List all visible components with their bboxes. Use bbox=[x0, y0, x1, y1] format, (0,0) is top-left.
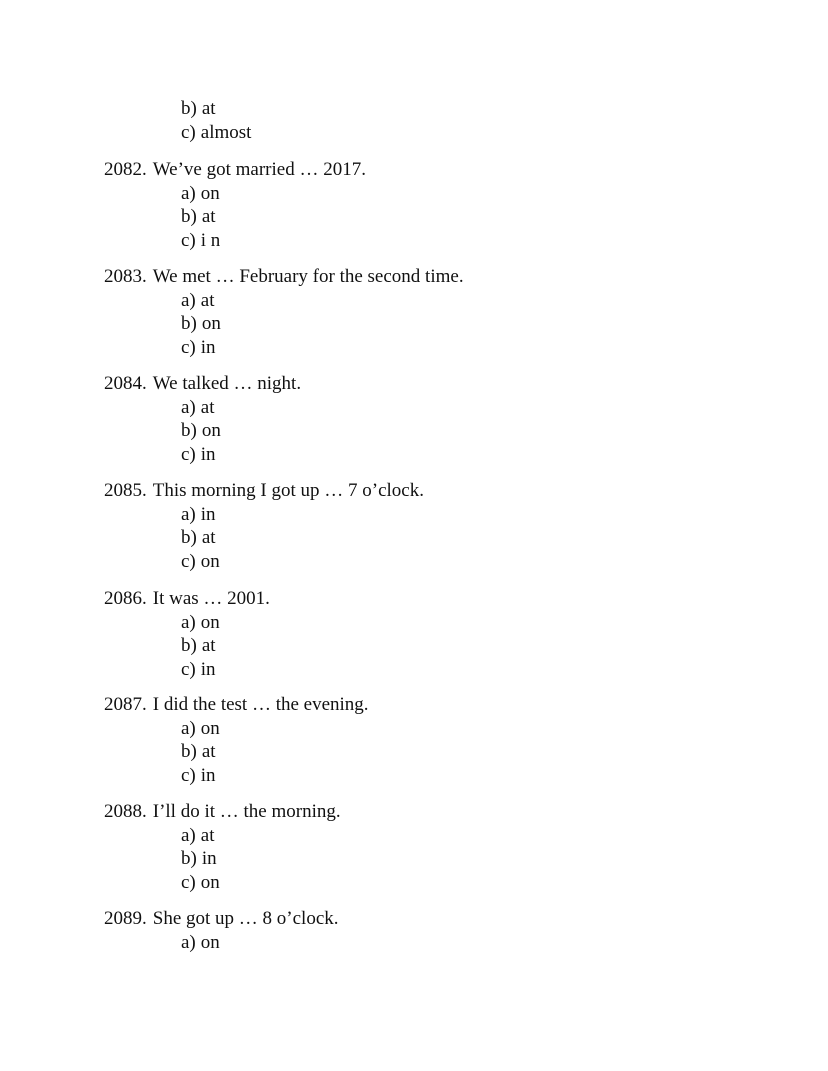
question-number: 2082. bbox=[104, 159, 147, 180]
option-letter: b) bbox=[181, 98, 197, 119]
option bbox=[181, 847, 341, 871]
question-text: I did the test … the evening. bbox=[152, 694, 369, 715]
question-stem bbox=[104, 265, 464, 289]
option-letter: a) bbox=[181, 824, 196, 846]
option-letter: c) bbox=[181, 121, 196, 143]
option bbox=[181, 205, 366, 229]
option-text: on bbox=[200, 182, 220, 204]
option-text: at bbox=[200, 396, 215, 418]
option bbox=[181, 824, 341, 848]
option bbox=[181, 229, 366, 253]
question-number: 2089. bbox=[104, 908, 147, 929]
option-text: at bbox=[201, 98, 216, 119]
option bbox=[181, 740, 369, 764]
question-text: This morning I got up … 7 o’clock. bbox=[152, 480, 424, 501]
option-text: at bbox=[201, 635, 216, 656]
option-text: i n bbox=[200, 229, 221, 251]
option bbox=[181, 871, 341, 895]
option bbox=[181, 289, 464, 313]
option-letter: c) bbox=[181, 764, 196, 786]
option bbox=[181, 658, 270, 682]
continued-options bbox=[181, 97, 251, 144]
option bbox=[181, 396, 301, 420]
question-stem bbox=[104, 907, 339, 931]
options-list bbox=[181, 503, 424, 574]
option bbox=[181, 611, 270, 635]
option bbox=[181, 503, 424, 527]
option-letter: a) bbox=[181, 503, 196, 525]
option-text: at bbox=[201, 741, 216, 762]
option-letter: a) bbox=[181, 611, 196, 633]
question-number: 2088. bbox=[104, 801, 147, 822]
option-letter: c) bbox=[181, 336, 196, 358]
option-letter: b) bbox=[181, 741, 197, 762]
option-text: at bbox=[201, 527, 216, 548]
question-text: We talked … night. bbox=[152, 373, 302, 394]
option-text: on bbox=[201, 420, 221, 441]
option bbox=[181, 764, 369, 788]
option-letter: b) bbox=[181, 635, 197, 656]
option bbox=[181, 419, 301, 443]
question-2084 bbox=[104, 372, 301, 466]
question-stem bbox=[104, 158, 366, 182]
option-letter: c) bbox=[181, 550, 196, 572]
question-stem bbox=[104, 693, 369, 717]
option-letter: a) bbox=[181, 182, 196, 204]
option bbox=[181, 182, 366, 206]
question-text: I’ll do it … the morning. bbox=[152, 801, 341, 822]
option bbox=[181, 550, 424, 574]
option-letter: b) bbox=[181, 527, 197, 548]
option-text: on bbox=[200, 717, 220, 739]
question-text: It was … 2001. bbox=[152, 588, 270, 609]
option-text: in bbox=[200, 764, 216, 786]
option-letter: b) bbox=[181, 206, 197, 227]
question-number: 2083. bbox=[104, 266, 147, 287]
option-letter: c) bbox=[181, 658, 196, 680]
option-text: in bbox=[200, 336, 216, 358]
question-text: She got up … 8 o’clock. bbox=[152, 908, 339, 929]
option bbox=[181, 121, 251, 145]
question-stem bbox=[104, 372, 301, 396]
option-letter: a) bbox=[181, 289, 196, 311]
option-letter: c) bbox=[181, 229, 196, 251]
option-letter: b) bbox=[181, 420, 197, 441]
option-letter: b) bbox=[181, 848, 197, 869]
question-2089 bbox=[104, 907, 339, 954]
option-letter: a) bbox=[181, 931, 196, 953]
options-list bbox=[181, 824, 341, 895]
option bbox=[181, 717, 369, 741]
question-2085 bbox=[104, 479, 424, 573]
option bbox=[181, 443, 301, 467]
options-list bbox=[181, 289, 464, 360]
question-stem bbox=[104, 800, 341, 824]
option-text: at bbox=[200, 824, 215, 846]
option bbox=[181, 526, 424, 550]
question-2082 bbox=[104, 158, 366, 252]
option-letter: b) bbox=[181, 313, 197, 334]
question-number: 2084. bbox=[104, 373, 147, 394]
option-text: in bbox=[200, 658, 216, 680]
question-2086 bbox=[104, 587, 270, 681]
question-stem bbox=[104, 479, 424, 503]
option-letter: c) bbox=[181, 871, 196, 893]
option-text: in bbox=[200, 443, 216, 465]
option-text: on bbox=[201, 313, 221, 334]
option-letter: c) bbox=[181, 443, 196, 465]
option-text: at bbox=[200, 289, 215, 311]
option-letter: a) bbox=[181, 396, 196, 418]
option-text: on bbox=[200, 550, 220, 572]
question-number: 2087. bbox=[104, 694, 147, 715]
option bbox=[181, 931, 339, 955]
option-text: in bbox=[201, 848, 217, 869]
option-text: on bbox=[200, 931, 220, 953]
option-text: at bbox=[201, 206, 216, 227]
options-list bbox=[181, 182, 366, 253]
option bbox=[181, 97, 251, 121]
option-text: in bbox=[200, 503, 216, 525]
options-list bbox=[181, 611, 270, 682]
options-list bbox=[181, 931, 339, 955]
question-text: We’ve got married … 2017. bbox=[152, 159, 366, 180]
options-list bbox=[181, 396, 301, 467]
option bbox=[181, 634, 270, 658]
question-2087 bbox=[104, 693, 369, 787]
option bbox=[181, 312, 464, 336]
option-text: on bbox=[200, 611, 220, 633]
question-2088 bbox=[104, 800, 341, 894]
option-letter: a) bbox=[181, 717, 196, 739]
question-2083 bbox=[104, 265, 464, 359]
option-text: on bbox=[200, 871, 220, 893]
question-number: 2086. bbox=[104, 588, 147, 609]
option-text: almost bbox=[200, 121, 252, 143]
options-list bbox=[181, 717, 369, 788]
question-stem bbox=[104, 587, 270, 611]
question-number: 2085. bbox=[104, 480, 147, 501]
option bbox=[181, 336, 464, 360]
question-text: We met … February for the second time. bbox=[152, 266, 464, 287]
